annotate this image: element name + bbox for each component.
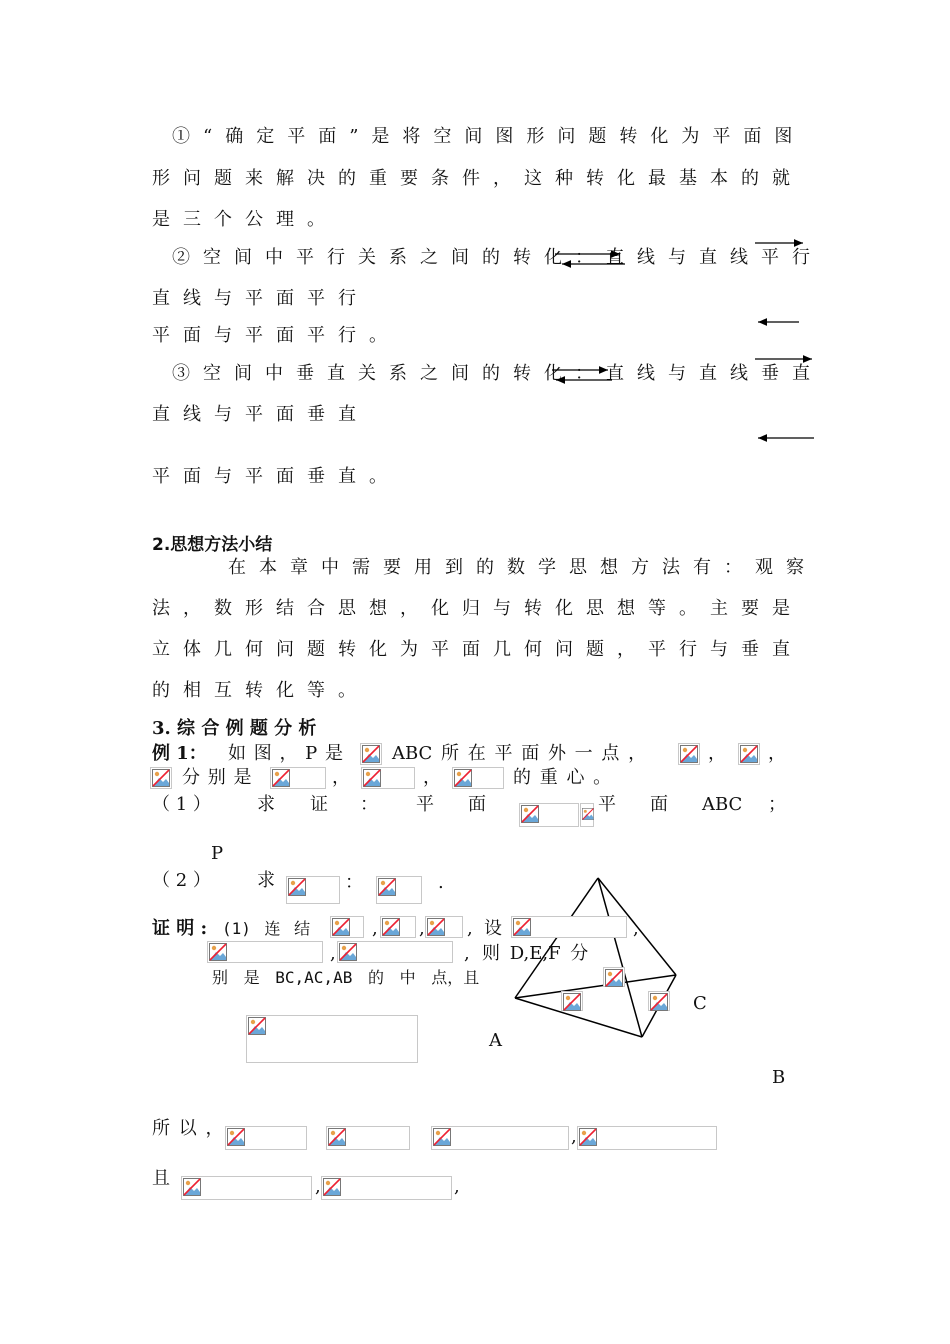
section3-heading: 3. 综 合 例 题 分 析 [152, 718, 317, 739]
para3-line2: 直线与平面垂直 [152, 404, 369, 425]
vertex-label-p: P [211, 843, 224, 864]
broken-image-icon [183, 1178, 201, 1196]
q1-char: 证 [310, 794, 328, 815]
q1-abc: ABC [702, 794, 743, 815]
broken-image-icon [288, 878, 306, 896]
proof-label: 证 明 : [152, 918, 208, 939]
example-label: 例 1： [152, 743, 207, 764]
proof-she: 设 [484, 918, 502, 939]
broken-image-icon [650, 993, 668, 1011]
para1-line3: 是三个公理。 [152, 209, 338, 230]
broken-image-icon [248, 1017, 266, 1035]
image-placeholder [577, 1126, 717, 1150]
image-placeholder [225, 1126, 307, 1150]
proof-line3: 别 是 BC,AC,AB 的 中 点，且 [212, 968, 480, 987]
comma: ， [708, 743, 726, 764]
image-placeholder [246, 1015, 418, 1063]
comma: , [467, 918, 473, 939]
q1-char: 求 [257, 794, 275, 815]
proof-text: (1) 连 结 [222, 919, 311, 938]
proof-ze: 则 D,E,F 分 [482, 943, 589, 964]
para2-line2: 直线与平面平行 [152, 288, 369, 309]
section2-heading: 2.思想方法小结 [152, 535, 273, 555]
para2-line3: 平面与平面平行。 [152, 325, 400, 346]
q2-colon: ： [345, 872, 363, 893]
qie-text: 且 [152, 1168, 170, 1189]
comma: , [372, 918, 378, 939]
broken-image-icon [328, 1128, 346, 1146]
broken-image-icon [227, 1128, 245, 1146]
broken-image-icon [605, 969, 623, 987]
broken-image-icon [579, 1128, 597, 1146]
zhongxin-text: 的 重 心 。 [513, 767, 612, 788]
broken-image-icon [382, 918, 400, 936]
para1-line1: ①“确定平面”是将空间图形问题转化为平面图 [172, 126, 806, 147]
q2-period: . [438, 872, 444, 893]
q1-semicolon: ； [768, 794, 786, 815]
comma: , [315, 1176, 321, 1197]
comma: , [330, 943, 336, 964]
q1-number: （ 1 ） [152, 794, 211, 815]
q1-char: ： [360, 794, 378, 815]
broken-image-icon [323, 1178, 341, 1196]
vertex-label-b: B [772, 1067, 786, 1088]
comma: ， [768, 743, 786, 764]
image-placeholder [286, 876, 340, 904]
broken-image-icon [209, 943, 227, 961]
vertex-label-c: C [693, 993, 707, 1014]
edge-PA [515, 878, 598, 998]
broken-image-icon [433, 1128, 451, 1146]
comma: , [571, 1126, 577, 1147]
comma: , [454, 1176, 460, 1197]
image-placeholder [603, 967, 625, 987]
vertex-label-a: A [489, 1030, 502, 1051]
q1-char: 平 [416, 794, 434, 815]
image-placeholder [181, 1176, 312, 1200]
para1-line2: 形问题来解决的重要条件，这种转化最基本的就 [152, 168, 803, 189]
q2-char: 求 [257, 870, 275, 891]
comma: , [419, 918, 425, 939]
image-placeholder [648, 991, 670, 1011]
comma: ， [332, 767, 350, 788]
q1-char: 面 [468, 794, 486, 815]
image-placeholder [431, 1126, 569, 1150]
image-placeholder [561, 991, 583, 1011]
comma: , [464, 943, 470, 964]
fenbie-text: 分 别 是 [182, 767, 252, 788]
image-placeholder [380, 916, 416, 938]
section2-line1: 在本章中需要用到的数学思想方法有：观察 [228, 557, 817, 578]
para2-line1: ②空间中平行关系之间的转化：直线与直线平行 [172, 247, 823, 268]
suoyi-text: 所 以 ， [152, 1118, 224, 1139]
section2-line4: 的相互转化等。 [152, 680, 369, 701]
section2-line2: 法，数形结合思想，化归与转化思想等。主要是 [152, 598, 803, 619]
image-placeholder [321, 1176, 452, 1200]
comma: , [633, 918, 639, 939]
edge-PB [598, 878, 642, 1037]
q1-char: 平 [598, 794, 616, 815]
image-placeholder [511, 916, 627, 938]
example-text: 如 图 ， P 是 [228, 743, 343, 764]
para3-line3: 平面与平面垂直。 [152, 466, 400, 487]
image-placeholder [326, 1126, 410, 1150]
image-placeholder [376, 876, 422, 904]
q2-number: （ 2 ） [152, 870, 211, 891]
broken-image-icon [427, 918, 445, 936]
image-placeholder [425, 916, 463, 938]
broken-image-icon [332, 918, 350, 936]
example-text-2: ABC 所 在 平 面 外 一 点 ， [392, 743, 647, 764]
broken-image-icon [339, 943, 357, 961]
image-placeholder [337, 941, 453, 963]
section2-line3: 立体几何问题转化为平面几何问题，平行与垂直 [152, 639, 803, 660]
image-placeholder [330, 916, 364, 938]
broken-image-icon [563, 993, 581, 1011]
image-placeholder [207, 941, 323, 963]
broken-image-icon [378, 878, 396, 896]
q1-char: 面 [650, 794, 668, 815]
para3-line1: ③空间中垂直关系之间的转化：直线与直线垂直 [172, 363, 823, 384]
comma: ， [423, 767, 441, 788]
broken-image-icon [513, 918, 531, 936]
